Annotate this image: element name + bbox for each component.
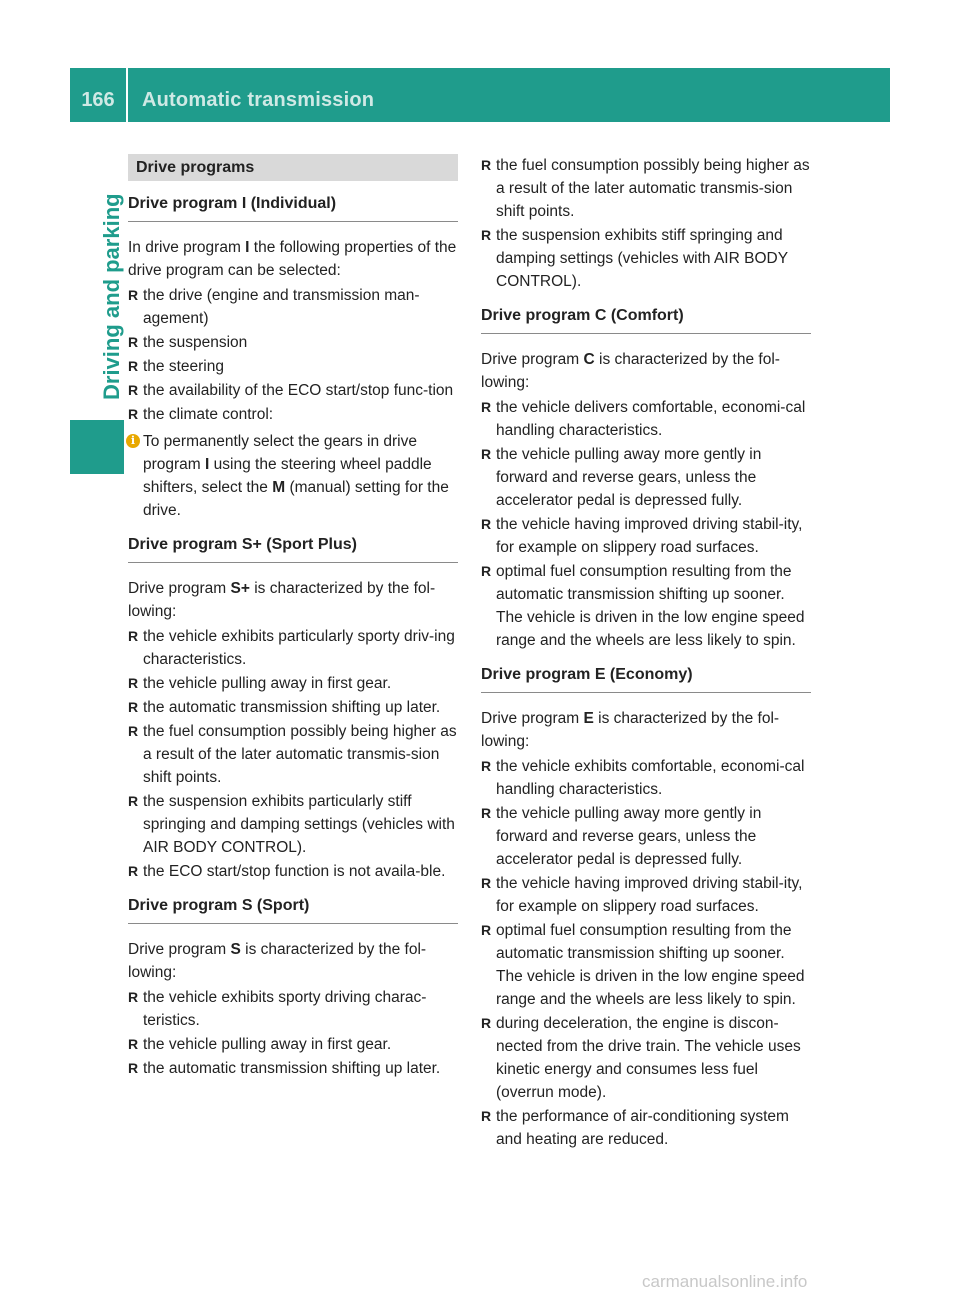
header-separator: [126, 68, 128, 122]
heading-sport-plus: Drive program S+ (Sport Plus): [128, 536, 458, 563]
list-item: R the suspension exhibits particularly stiff springing and damping settings (vehicles with AIR BODY CONTROL).: [128, 790, 458, 859]
list-item: R the suspension: [128, 331, 458, 354]
list-item: R the vehicle exhibits particularly sporty driv-ing characteristics.: [128, 625, 458, 671]
list-item: R the vehicle delivers comfortable, economi-cal handling characteristics.: [481, 396, 811, 442]
list-item: R the fuel consumption possibly being higher as a result of the later automatic transmis-sion shift points.: [128, 720, 458, 789]
list-item: R the climate control:: [128, 403, 458, 426]
list-item: R the fuel consumption possibly being higher as a result of the later automatic transmis-sion shift points.: [481, 154, 811, 223]
list-item: R the automatic transmission shifting up later.: [128, 696, 458, 719]
heading-individual: Drive program I (Individual): [128, 195, 458, 222]
sport-plus-list: [128, 625, 458, 883]
page-title: Automatic transmission: [142, 89, 375, 111]
list-item: R the vehicle exhibits sporty driving charac-teristics.: [128, 986, 458, 1032]
comfort-list: [481, 396, 811, 652]
heading-comfort: Drive program C (Comfort): [481, 307, 811, 334]
list-item: R the suspension exhibits stiff springing and damping settings (vehicles with AIR BODY CONTROL).: [481, 224, 811, 293]
watermark-text: carmanualsonline.info: [642, 1272, 808, 1291]
page-header: [70, 68, 890, 122]
info-icon: i: [126, 434, 140, 448]
comfort-intro: Drive program C is characterized by the fol-lowing:: [481, 351, 780, 391]
sport-continued-list: [481, 154, 811, 293]
chapter-tab-marker: [70, 420, 124, 474]
heading-economy: Drive program E (Economy): [481, 666, 811, 693]
individual-list: [128, 284, 458, 426]
list-item: R the vehicle pulling away in first gear.: [128, 672, 458, 695]
list-item: R the vehicle pulling away more gently in forward and reverse gears, unless the accelerator pedal is depressed fully.: [481, 443, 811, 512]
list-item: R the vehicle pulling away in first gear.: [128, 1033, 458, 1056]
economy-list: [481, 755, 811, 1151]
list-item: R the vehicle exhibits comfortable, economi-cal handling characteristics.: [481, 755, 811, 801]
page-number: 166: [81, 89, 115, 111]
list-item: R the drive (engine and transmission man-agement): [128, 284, 458, 330]
individual-intro: In drive program I the following properties of the drive program can be selected:: [128, 239, 457, 279]
list-item: R during deceleration, the engine is discon-nected from the drive train. The vehicle uses kinetic energy and consumes less fuel (overrun mode).: [481, 1012, 811, 1104]
list-item: R the vehicle pulling away more gently in forward and reverse gears, unless the accelerator pedal is depressed fully.: [481, 802, 811, 871]
chapter-tab-label: Driving and parking: [99, 193, 124, 400]
left-column: [128, 154, 458, 1084]
sport-list: [128, 986, 458, 1080]
list-item: R optimal fuel consumption resulting from the automatic transmission shifting up sooner. The vehicle is driven in the low engine speed range and the wheels are less likely to spin.: [481, 560, 811, 652]
list-item: R the vehicle having improved driving stabil-ity, for example on slippery road surfaces.: [481, 513, 811, 559]
list-item: R the ECO start/stop function is not availa-ble.: [128, 860, 458, 883]
list-item: R the steering: [128, 355, 458, 378]
right-column: [481, 154, 811, 1155]
list-item: R the availability of the ECO start/stop func-tion: [128, 379, 458, 402]
info-note: i To permanently select the gears in drive program I using the steering wheel paddle shifters, select the M (manual) setting for the drive.: [128, 430, 458, 522]
economy-intro: Drive program E is characterized by the fol-lowing:: [481, 710, 780, 750]
sport-intro: Drive program S is characterized by the fol-lowing:: [128, 941, 427, 981]
section-heading-drive-programs: Drive programs: [128, 154, 458, 181]
sport-plus-intro: Drive program S+ is characterized by the fol-lowing:: [128, 580, 436, 620]
list-item: R the vehicle having improved driving stabil-ity, for example on slippery road surfaces.: [481, 872, 811, 918]
list-item: R the automatic transmission shifting up later.: [128, 1057, 458, 1080]
heading-sport: Drive program S (Sport): [128, 897, 458, 924]
list-item: R optimal fuel consumption resulting from the automatic transmission shifting up sooner. The vehicle is driven in the low engine speed range and the wheels are less likely to spin.: [481, 919, 811, 1011]
list-item: R the performance of air-conditioning system and heating are reduced.: [481, 1105, 811, 1151]
